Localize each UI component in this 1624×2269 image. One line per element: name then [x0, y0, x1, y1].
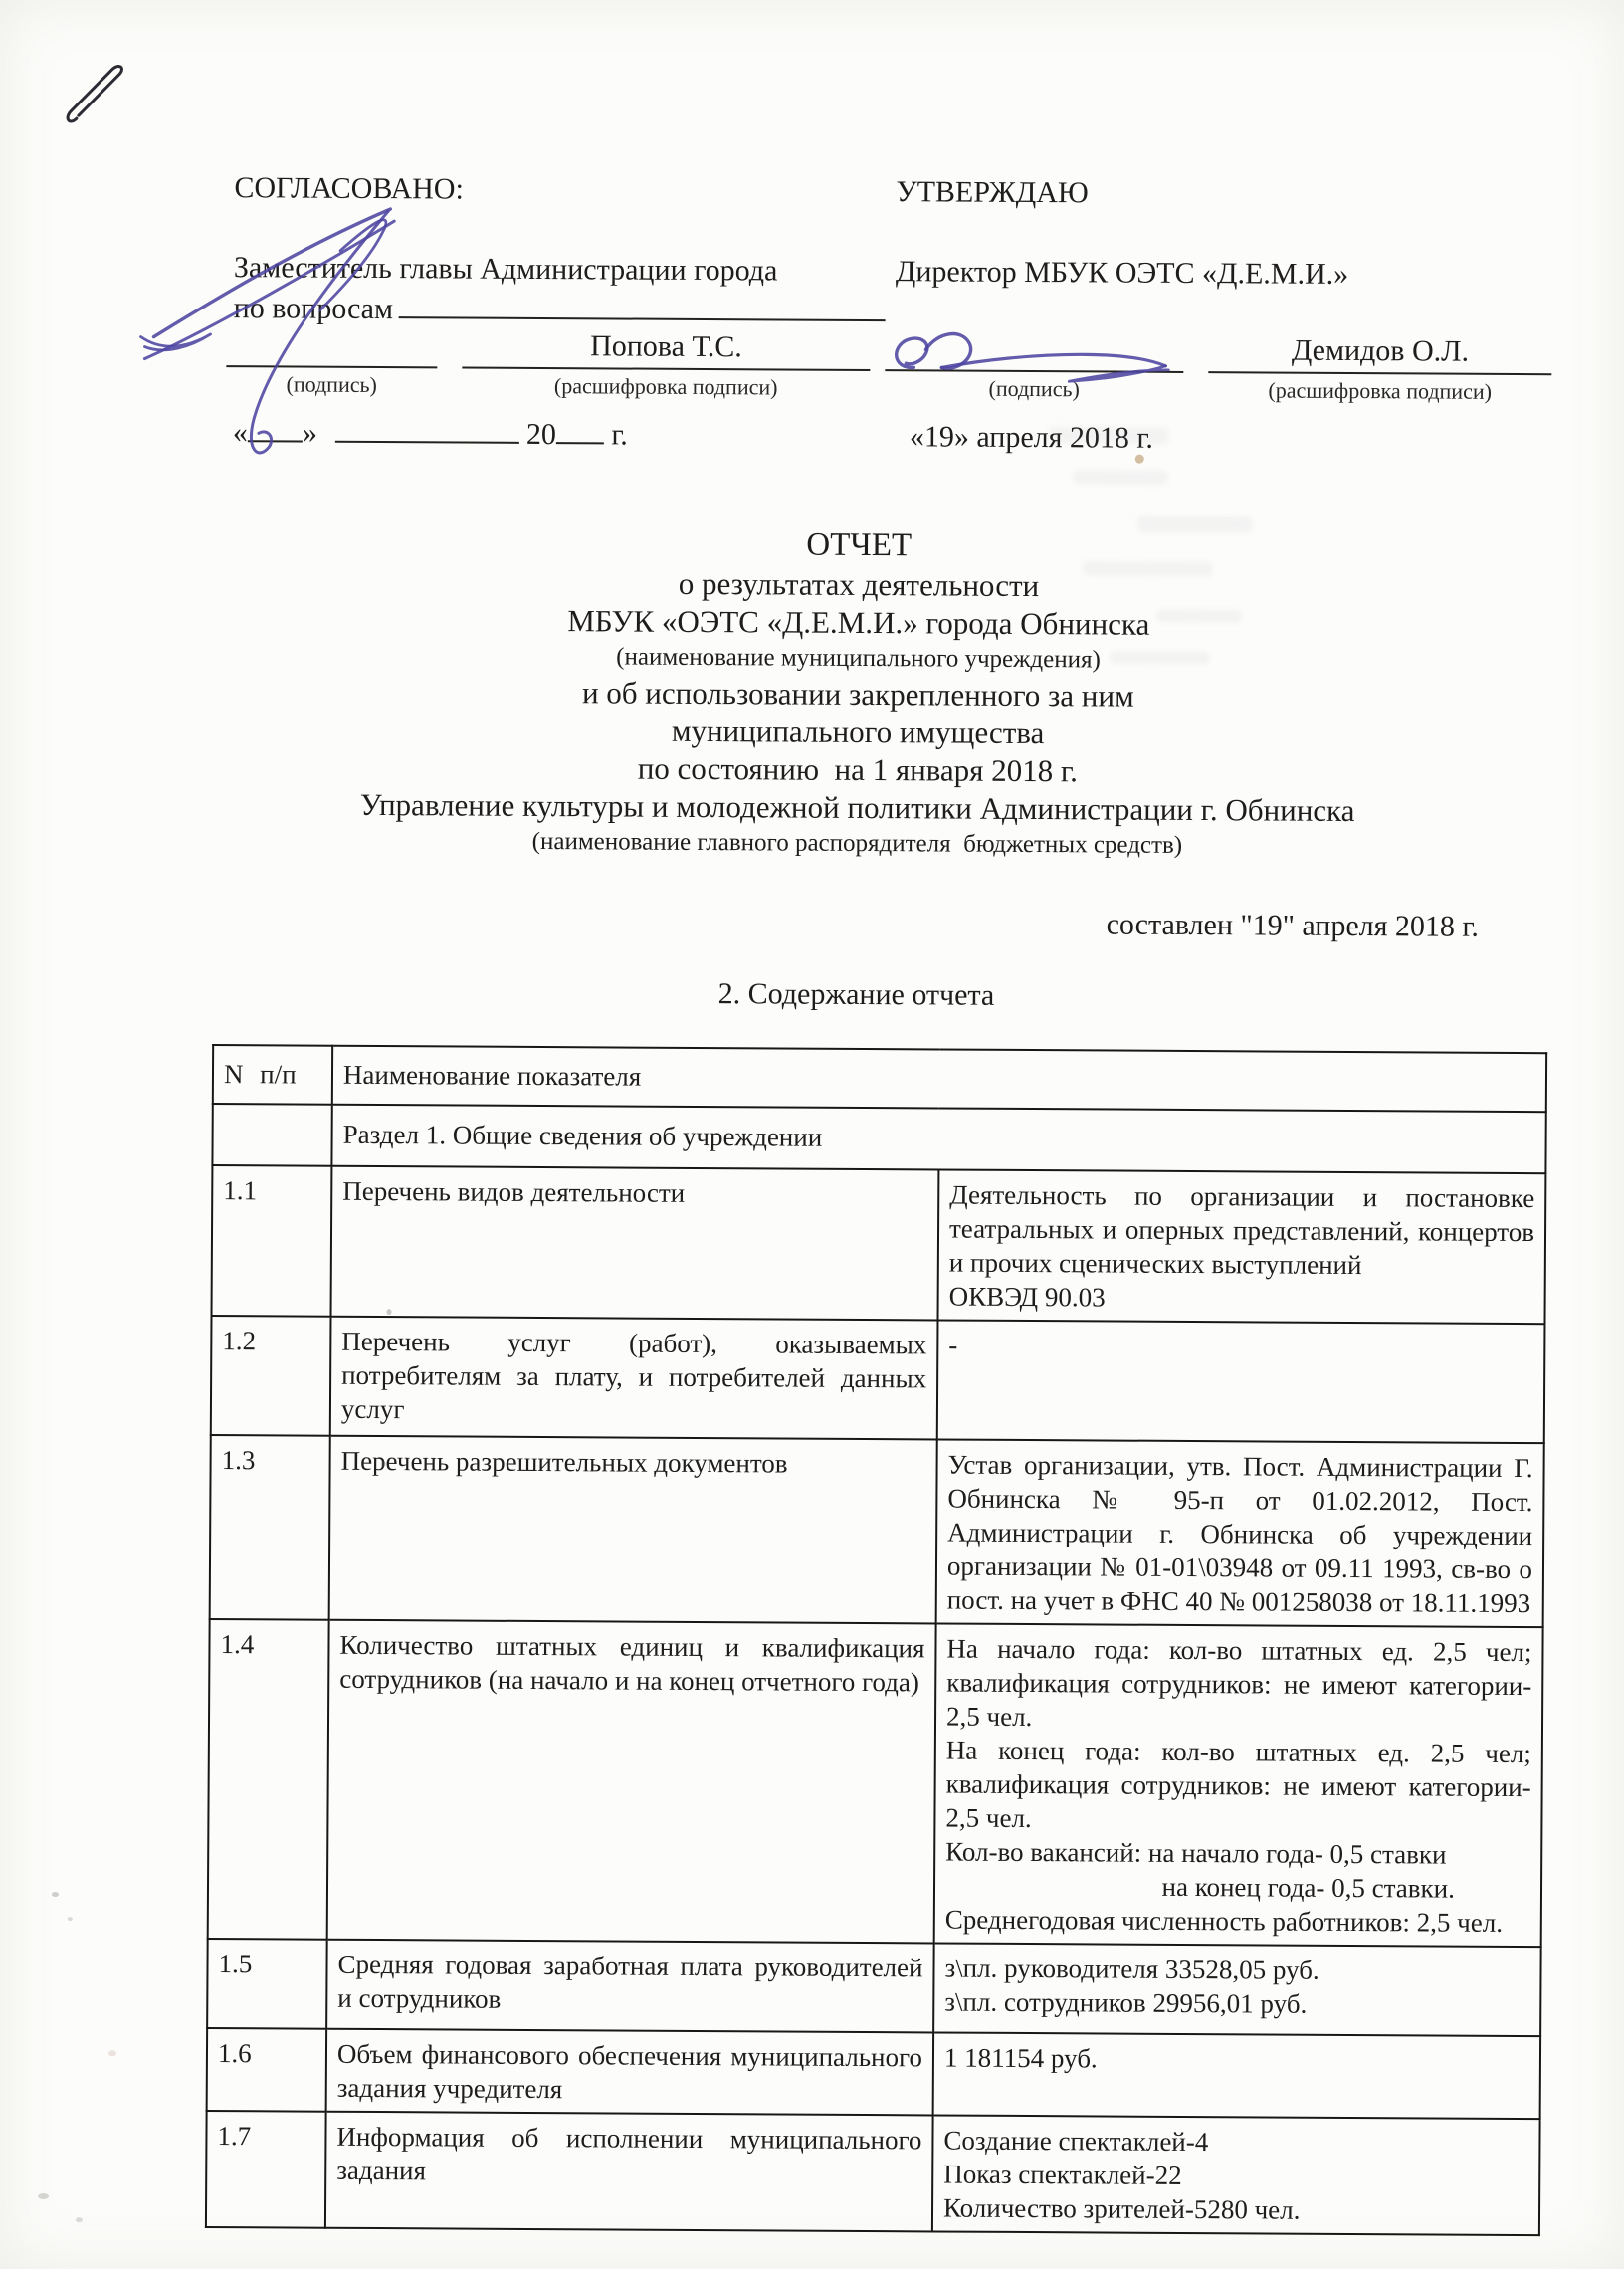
row-name-cell: Информация об исполнении муниципального задания [325, 2112, 933, 2232]
pen-stroke-mark [63, 53, 142, 127]
table-row [206, 2111, 1540, 2235]
scan-speck [38, 2193, 49, 2199]
bleed-through-mark [1083, 561, 1212, 576]
row-value-line: Количество зрителей-5280 чел. [942, 2192, 1301, 2225]
row-value-line: Создание спектаклей-4 [943, 2125, 1209, 2158]
agreed-sign-caption: (подпись) [286, 371, 377, 397]
approved-heading: УТВЕРЖДАЮ [896, 175, 1089, 210]
scan-speck [76, 2217, 83, 2222]
table-row [211, 1316, 1545, 1443]
agreed-date-suffix: г. [611, 418, 628, 452]
table-row [207, 2028, 1540, 2119]
popova-signature-ink [138, 188, 508, 489]
section-number-cell [212, 1104, 331, 1166]
report-table-body [206, 1045, 1546, 2235]
row-value-cell [934, 1623, 1543, 1947]
section-label-cell: Раздел 1. Общие сведения об учреждении [331, 1105, 1545, 1173]
demidov-signature-ink [880, 319, 1188, 393]
scan-speck [52, 1892, 59, 1897]
table-section-row [212, 1104, 1545, 1173]
title-line: по состоянию на 1 января 2018 г. [637, 750, 1079, 789]
title-block [225, 520, 1491, 865]
row-number-cell: 1.4 [208, 1619, 329, 1940]
bleed-through-mark [1157, 610, 1242, 623]
scan-speck [68, 1917, 73, 1921]
approved-name-caption: (расшифровка подписи) [1268, 377, 1493, 404]
bleed-through-mark [1111, 652, 1210, 665]
row-value-line: на конец года- 0,5 ставки. [1161, 1871, 1455, 1904]
row-value-line: На конец года: кол-во штатных ед. 2,5 чел; квалификация сотрудников: не имеют категории- 2,5 чел. [945, 1735, 1531, 1834]
row-name-cell: Объем финансового обеспечения муниципального задания учредителя [326, 2029, 933, 2116]
agreed-heading: СОГЛАСОВАНО: [234, 171, 464, 206]
approved-date: «19» апреля 2018 г. [909, 420, 1153, 455]
row-value-line: ОКВЭД 90.03 [948, 1281, 1106, 1313]
bleed-through-mark [1074, 470, 1168, 485]
row-name-cell: Перечень разрешительных документов [329, 1436, 937, 1624]
row-number-cell: 1.6 [207, 2028, 327, 2112]
table-row [207, 1939, 1541, 2036]
approved-role: Директор МБУК ОЭТС «Д.Е.М.И.» [895, 255, 1349, 291]
table-row [208, 1619, 1543, 1947]
row-value-line: Кол-во вакансий: на начало года- 0,5 ставки [945, 1836, 1447, 1870]
agreed-date-close-quote: » [302, 416, 318, 450]
section-title: 2. Содержание отчета [717, 977, 995, 1012]
scan-speck [381, 1461, 386, 1467]
title-line: (наименование главного распорядителя бюджетных средств) [531, 827, 1183, 859]
title-line: и об использовании закрепленного за ним [581, 675, 1134, 714]
scan-speck [108, 2050, 116, 2056]
row-value-line: Устав организации, утв. Пост. Администрации Г. Обнинска № 95-п от 01.02.2012, Пост. Администрации г. Обнинска об учреждении организации № 01-01\03948 от 09.11 1993, св-во о пост. на учет в ФНС 40 № 001258038 от 18.11.1993 [946, 1449, 1533, 1619]
title-line: МБУК «ОЭТС «Д.Е.М.И.» города Обнинска [567, 603, 1150, 642]
scan-speck [387, 1309, 392, 1315]
row-name-cell: Количество штатных единиц и квалификация сотрудников (на начало и на конец отчетного года) [327, 1620, 936, 1944]
row-value-line: Показ спектаклей-22 [943, 2159, 1182, 2190]
agreed-role-line2: по вопросам [233, 292, 394, 326]
title-line: (наименование муниципального учреждения) [616, 643, 1101, 674]
row-name-cell: Перечень услуг (работ), оказываемых потребителям за плату, и потребителей данных услуг [330, 1317, 938, 1440]
table-row [212, 1165, 1546, 1324]
header-number-cell: N п/п [213, 1045, 332, 1105]
header-name-cell: Наименование показателя [332, 1046, 1546, 1112]
row-value-line: На начало года: кол-во штатных ед. 2,5 чел; квалификация сотрудников: не имеют категории- 2,5 чел. [945, 1633, 1532, 1733]
report-table [205, 1044, 1547, 2236]
row-name-cell: Средняя годовая заработная плата руководителей и сотрудников [326, 1940, 934, 2033]
row-value-cell [936, 1439, 1544, 1627]
bleed-through-mark [1137, 516, 1252, 533]
row-number-cell: 1.2 [211, 1316, 331, 1436]
row-value-line: - [948, 1330, 958, 1360]
row-value-cell [933, 1943, 1541, 2036]
scan-speck [1135, 455, 1144, 464]
row-value-cell [937, 1320, 1545, 1443]
row-number-cell: 1.5 [207, 1939, 327, 2029]
compiled-line: составлен "19" апреля 2018 г. [1106, 908, 1480, 943]
agreed-date-year-blank [556, 418, 604, 444]
row-value-line: 1 181154 руб. [943, 2042, 1098, 2074]
title-line: Управление культуры и молодежной политики Администрации г. Обнинска [359, 786, 1355, 829]
title-line: муниципального имущества [671, 713, 1045, 751]
table-header-row [213, 1045, 1546, 1112]
row-number-cell: 1.7 [206, 2111, 326, 2228]
row-value-cell [933, 2032, 1540, 2119]
approved-sign-caption: (подпись) [988, 375, 1080, 402]
row-value-cell [937, 1169, 1545, 1324]
row-value-cell [932, 2115, 1540, 2235]
agreed-date-open-quote: « [232, 416, 249, 450]
row-value-line: Среднегодовая численность работников: 2,5 чел. [944, 1904, 1504, 1938]
agreed-date-year: 20 [525, 417, 557, 452]
title-line: о результатах деятельности [678, 565, 1040, 604]
approved-name: Демидов О.Л. [1208, 333, 1551, 375]
row-number-cell: 1.1 [212, 1165, 332, 1317]
agreed-name: Попова Т.С. [462, 329, 870, 372]
row-value-line: з\пл. руководителя 33528,05 руб. [944, 1953, 1320, 1985]
row-name-cell: Перечень видов деятельности [331, 1166, 939, 1321]
agreed-name-caption: (расшифровка подписи) [553, 373, 778, 400]
bleed-through-mark [1049, 427, 1168, 444]
row-number-cell: 1.3 [210, 1435, 330, 1620]
agreed-role-line1: Заместитель главы Администрации города [233, 251, 778, 288]
row-value-line: Деятельность по организации и постановке театральных и оперных представлений, концертов и прочих сценических выступлений [948, 1179, 1535, 1281]
row-value-line: з\пл. сотрудников 29956,01 руб. [944, 1986, 1308, 2019]
title-line: ОТЧЕТ [806, 526, 913, 564]
table-row [210, 1435, 1544, 1627]
